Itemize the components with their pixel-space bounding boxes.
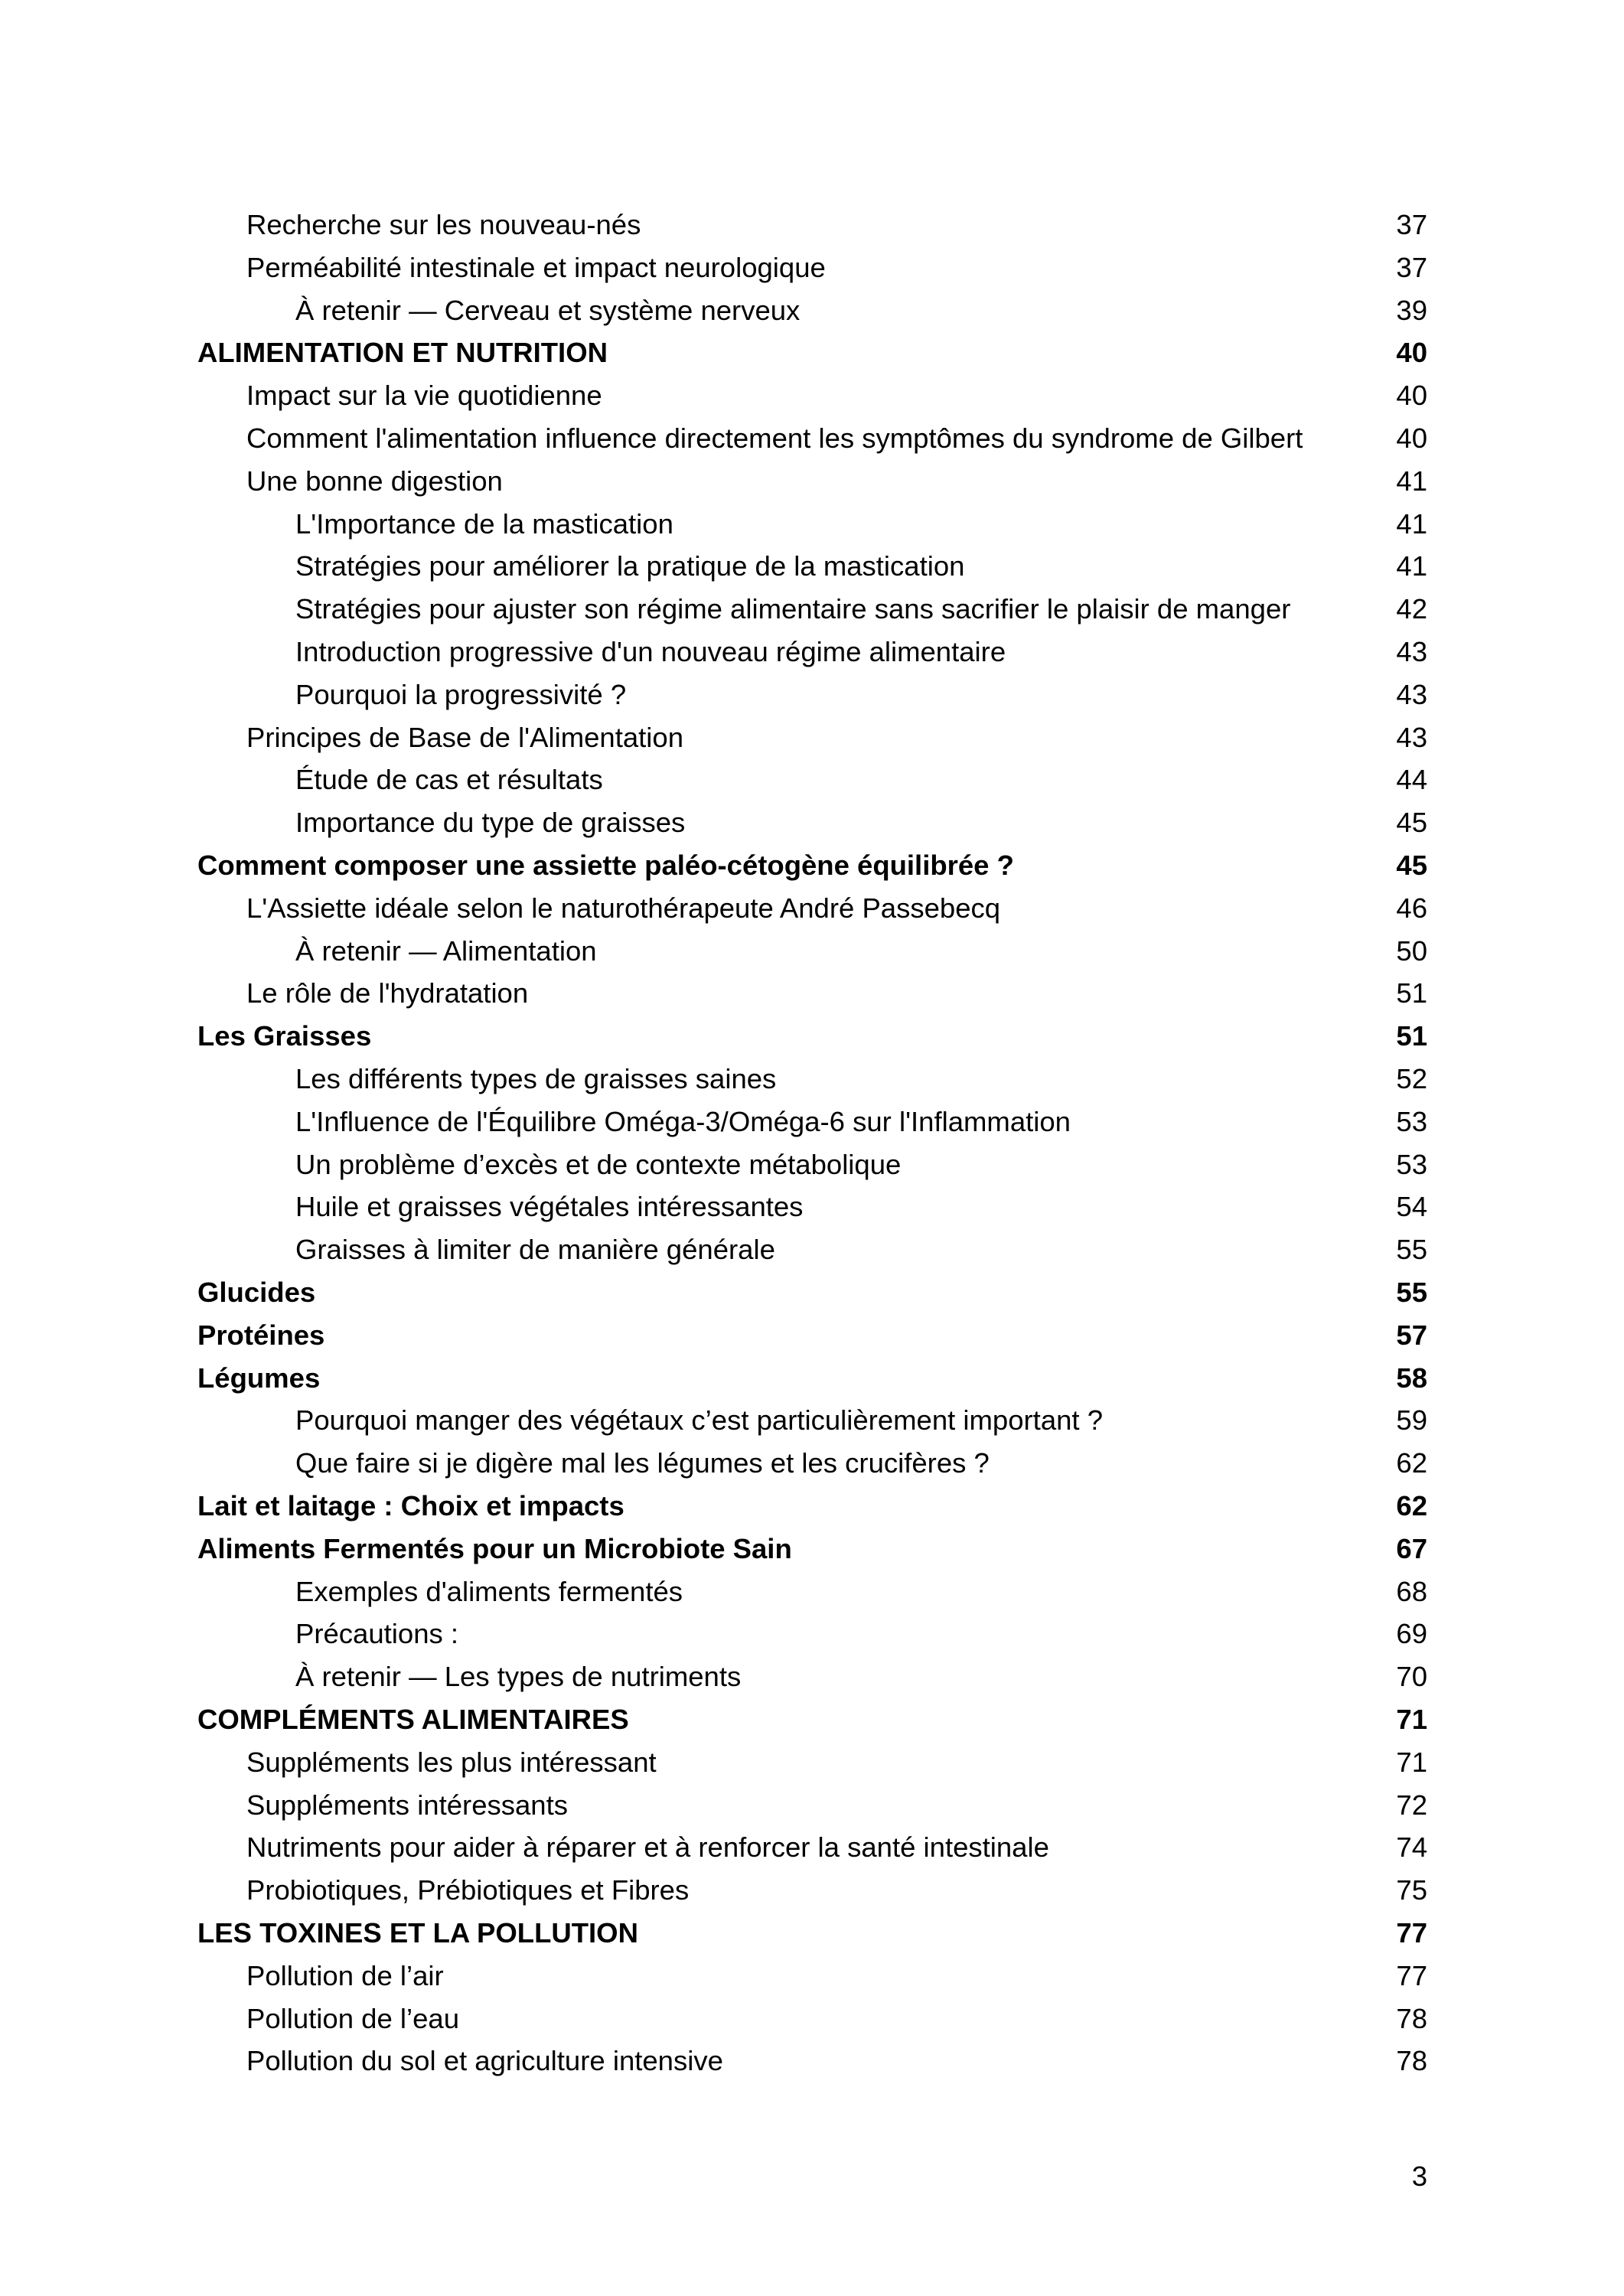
toc-entry[interactable]	[0, 2002, 1624, 2048]
toc-entry-title: À retenir — Cerveau et système nerveux	[295, 294, 801, 326]
toc-entry-title: Suppléments intéressants	[246, 1789, 568, 1821]
toc-entry[interactable]	[0, 1193, 1624, 1236]
toc-entry-page-number: 45	[1396, 850, 1427, 881]
page-number: 3	[1411, 2161, 1427, 2192]
toc-entry-page-number: 40	[1396, 380, 1427, 412]
toc-entry[interactable]	[0, 1575, 1624, 1621]
toc-entry-title: Protéines	[197, 1319, 325, 1351]
toc-entry-page-number: 62	[1396, 1447, 1427, 1479]
toc-entry-title: Impact sur la vie quotidienne	[246, 380, 602, 412]
toc-entry-page-number: 71	[1396, 1704, 1427, 1735]
toc-heading-entry[interactable]	[0, 1706, 1624, 1749]
toc-entry[interactable]	[0, 1789, 1624, 1835]
toc-entry-title: Suppléments les plus intéressant	[246, 1746, 657, 1778]
toc-entry-page-number: 41	[1396, 550, 1427, 582]
toc-entry[interactable]	[0, 595, 1624, 638]
toc-entry-page-number: 77	[1396, 1959, 1427, 1991]
toc-entry-title: L'Influence de l'Équilibre Oméga-3/Oméga-6 sur l'Inflammation	[295, 1105, 1071, 1137]
toc-entry-page-number: 57	[1396, 1319, 1427, 1351]
toc-entry-page-number: 40	[1396, 422, 1427, 454]
toc-entry-page-number: 46	[1396, 892, 1427, 924]
toc-entry-page-number: 37	[1396, 251, 1427, 283]
toc-entry[interactable]	[0, 251, 1624, 297]
toc-entry-title: Les différents types de graisses saines	[295, 1063, 777, 1094]
toc-entry-title: Lait et laitage : Choix et impacts	[197, 1490, 624, 1521]
toc-entry-title: Graisses à limiter de manière générale	[295, 1234, 775, 1266]
toc-entry-title: Précautions :	[295, 1618, 459, 1650]
toc-entry[interactable]	[0, 1065, 1624, 1108]
toc-entry-page-number: 77	[1396, 1917, 1427, 1949]
toc-entry-page-number: 39	[1396, 294, 1427, 326]
toc-entry-title: Recherche sur les nouveau-nés	[246, 209, 641, 240]
toc-entry[interactable]	[0, 1663, 1624, 1706]
toc-entry-page-number: 42	[1396, 593, 1427, 625]
toc-entry-page-number: 43	[1396, 721, 1427, 753]
toc-entry-page-number: 59	[1396, 1404, 1427, 1437]
toc-entry-page-number: 70	[1396, 1661, 1427, 1693]
toc-entry[interactable]	[0, 465, 1624, 510]
toc-entry[interactable]	[0, 977, 1624, 1022]
toc-entry[interactable]	[0, 1404, 1624, 1450]
toc-heading-entry[interactable]	[0, 1362, 1624, 1407]
toc-entry-title: Pollution de l’eau	[246, 2002, 460, 2034]
toc-entry-page-number: 54	[1396, 1191, 1427, 1223]
toc-entry-title: Les Graisses	[197, 1020, 372, 1052]
toc-entry-title: Légumes	[197, 1362, 321, 1394]
toc-entry-page-number: 78	[1396, 2002, 1427, 2034]
toc-entry[interactable]	[0, 211, 1624, 254]
toc-entry-title: Stratégies pour ajuster son régime alimentaire sans sacrifier le plaisir de manger	[295, 593, 1291, 625]
toc-entry[interactable]	[0, 892, 1624, 938]
toc-heading-entry[interactable]	[0, 1279, 1624, 1322]
toc-entry[interactable]	[0, 766, 1624, 809]
toc-entry-page-number: 69	[1396, 1618, 1427, 1650]
toc-entry-page-number: 41	[1396, 465, 1427, 497]
toc-entry-title: Le rôle de l'hydratation	[246, 977, 529, 1009]
toc-entry[interactable]	[0, 422, 1624, 468]
toc-heading-entry[interactable]	[0, 1492, 1624, 1535]
toc-entry[interactable]	[0, 809, 1624, 852]
toc-entry[interactable]	[0, 1746, 1624, 1792]
toc-entry-title: Glucides	[197, 1277, 316, 1308]
toc-entry-page-number: 72	[1396, 1789, 1427, 1821]
toc-entry-title: Aliments Fermentés pour un Microbiote Sain	[197, 1532, 792, 1564]
toc-entry-page-number: 51	[1396, 1020, 1427, 1052]
toc-entry-title: Huile et graisses végétales intéressantes	[295, 1191, 804, 1223]
toc-entry-title: Importance du type de graisses	[295, 807, 686, 839]
toc-heading-entry[interactable]	[0, 1319, 1624, 1365]
toc-entry-page-number: 44	[1396, 764, 1427, 796]
toc-entry-title: Pollution du sol et agriculture intensive	[246, 2045, 723, 2077]
toc-entry-page-number: 43	[1396, 636, 1427, 667]
toc-entry-title: Pourquoi manger des végétaux c’est particulièrement important ?	[295, 1404, 1104, 1437]
toc-entry[interactable]	[0, 2047, 1624, 2090]
toc-entry-title: À retenir — Alimentation	[295, 934, 597, 967]
toc-entry-page-number: 71	[1396, 1746, 1427, 1778]
toc-entry-page-number: 52	[1396, 1063, 1427, 1094]
toc-entry-title: Exemples d'aliments fermentés	[295, 1575, 683, 1607]
toc-entry-title: Pourquoi la progressivité ?	[295, 678, 627, 710]
toc-entry-page-number: 37	[1396, 209, 1427, 240]
toc-entry[interactable]	[0, 294, 1624, 340]
toc-entry-page-number: 67	[1396, 1532, 1427, 1564]
toc-entry-title: L'Importance de la mastication	[295, 507, 673, 540]
toc-entry[interactable]	[0, 1959, 1624, 2005]
toc-entry-page-number: 75	[1396, 1874, 1427, 1906]
toc-entry-title: Probiotiques, Prébiotiques et Fibres	[246, 1874, 690, 1906]
toc-entry[interactable]	[0, 507, 1624, 553]
toc-entry-page-number: 41	[1396, 507, 1427, 540]
toc-entry-page-number: 55	[1396, 1234, 1427, 1266]
toc-entry-page-number: 68	[1396, 1575, 1427, 1607]
toc-entry-title: Pollution de l’air	[246, 1959, 444, 1991]
toc-entry-title: Introduction progressive d'un nouveau régime alimentaire	[295, 636, 1006, 667]
toc-entry[interactable]	[0, 1236, 1624, 1279]
toc-entry-title: Comment composer une assiette paléo-cétogène équilibrée ?	[197, 850, 1014, 881]
toc-entry-page-number: 55	[1396, 1277, 1427, 1308]
toc-entry-page-number: 40	[1396, 337, 1427, 369]
toc-entry-title: COMPLÉMENTS ALIMENTAIRES	[197, 1704, 629, 1735]
toc-entry-title: ALIMENTATION ET NUTRITION	[197, 337, 608, 369]
toc-entry-page-number: 53	[1396, 1105, 1427, 1137]
toc-entry-title: Que faire si je digère mal les légumes et les crucifères ?	[295, 1447, 990, 1479]
toc-entry-title: Stratégies pour améliorer la pratique de la mastication	[295, 550, 965, 582]
toc-entry[interactable]	[0, 1874, 1624, 1919]
toc-entry-page-number: 53	[1396, 1148, 1427, 1180]
toc-entry[interactable]	[0, 382, 1624, 425]
toc-heading-entry[interactable]	[0, 1022, 1624, 1065]
toc-heading-entry[interactable]	[0, 852, 1624, 895]
toc-heading-entry[interactable]	[0, 1532, 1624, 1578]
toc-entry-title: Comment l'alimentation influence directement les symptômes du syndrome de Gilbert	[246, 422, 1303, 454]
toc-entry[interactable]	[0, 1148, 1624, 1194]
toc-entry-page-number: 43	[1396, 678, 1427, 710]
toc-entry-page-number: 51	[1396, 977, 1427, 1009]
toc-entry-page-number: 50	[1396, 934, 1427, 967]
toc-entry-title: Une bonne digestion	[246, 465, 503, 497]
toc-entry-title: L'Assiette idéale selon le naturothérapeute André Passebecq	[246, 892, 1001, 924]
toc-entry-page-number: 62	[1396, 1490, 1427, 1521]
toc-entry-page-number: 78	[1396, 2045, 1427, 2077]
toc-entry-title: Perméabilité intestinale et impact neurologique	[246, 251, 826, 283]
toc-entry-title: Principes de Base de l'Alimentation	[246, 721, 684, 753]
toc-entry-page-number: 58	[1396, 1362, 1427, 1394]
toc-entry[interactable]	[0, 934, 1624, 980]
toc-entry-title: À retenir — Les types de nutriments	[295, 1661, 742, 1693]
toc-entry-title: Nutriments pour aider à réparer et à renforcer la santé intestinale	[246, 1831, 1049, 1864]
toc-heading-entry[interactable]	[0, 339, 1624, 382]
toc-entry[interactable]	[0, 1831, 1624, 1877]
toc-entry-title: Étude de cas et résultats	[295, 764, 603, 796]
toc-entry[interactable]	[0, 1620, 1624, 1663]
toc-entry[interactable]	[0, 1447, 1624, 1492]
toc-entry[interactable]	[0, 638, 1624, 681]
toc-entry[interactable]	[0, 1105, 1624, 1151]
toc-entry-page-number: 74	[1396, 1831, 1427, 1864]
toc-entry-title: Un problème d’excès et de contexte métabolique	[295, 1148, 902, 1180]
toc-entry-title: LES TOXINES ET LA POLLUTION	[197, 1917, 638, 1949]
toc-entry[interactable]	[0, 550, 1624, 595]
toc-heading-entry[interactable]	[0, 1919, 1624, 1962]
toc-entry[interactable]	[0, 678, 1624, 724]
toc-entry-page-number: 45	[1396, 807, 1427, 839]
toc-entry[interactable]	[0, 721, 1624, 767]
